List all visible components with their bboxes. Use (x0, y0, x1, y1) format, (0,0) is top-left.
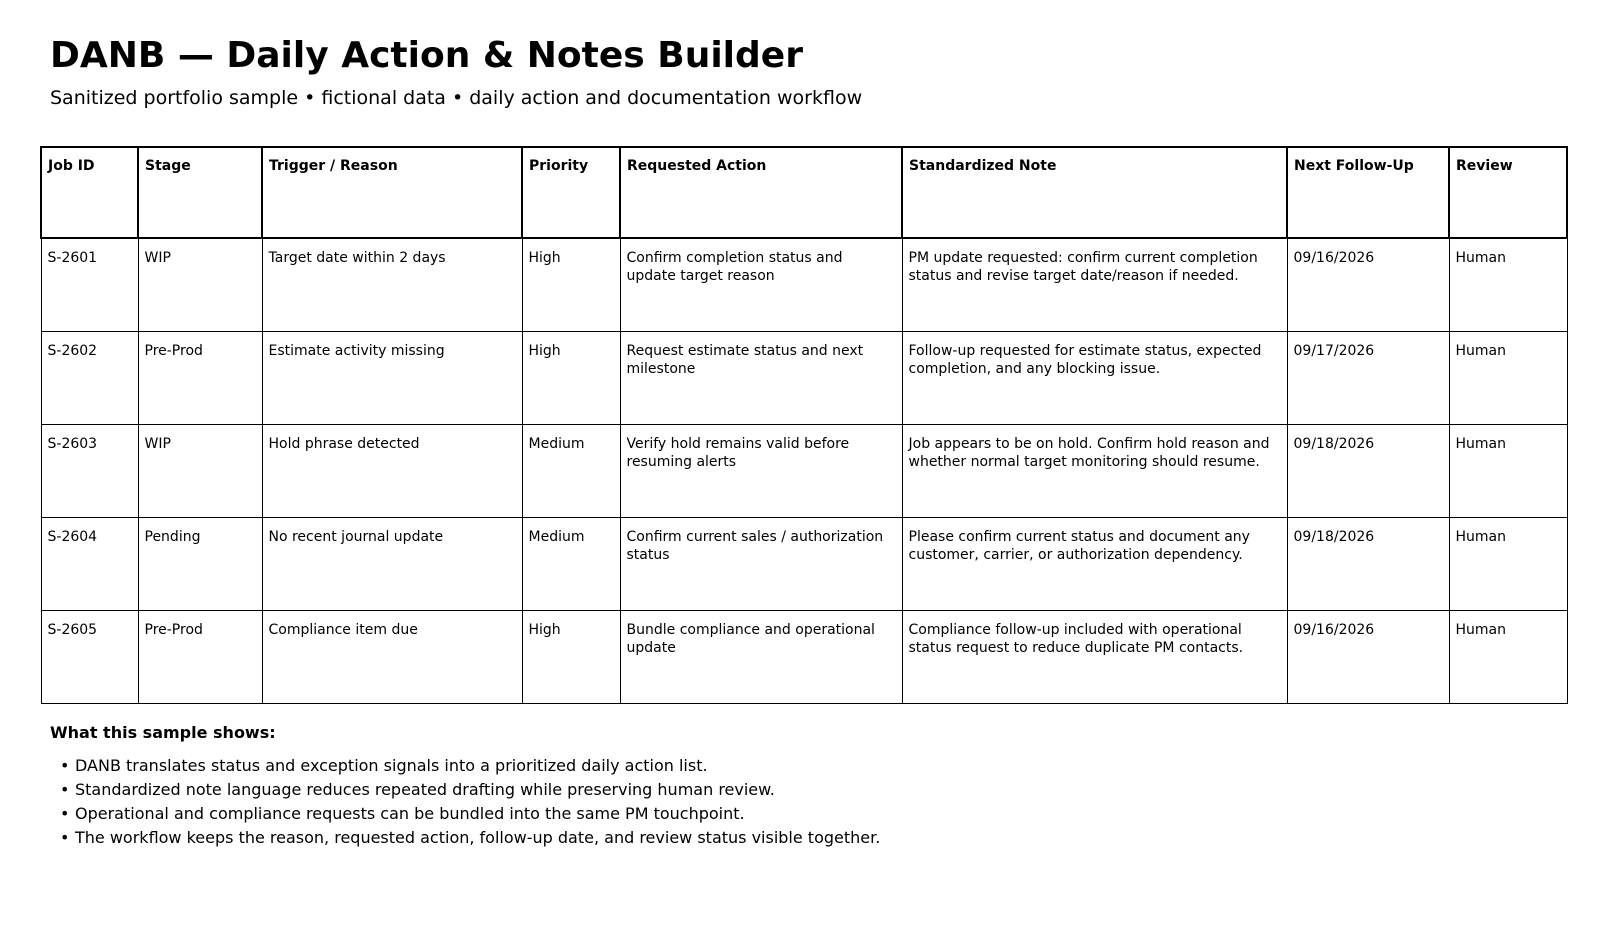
page-subtitle: Sanitized portfolio sample • fictional data • daily action and documentation workflow (50, 87, 863, 109)
cell-next-follow-up: 09/16/2026 (1287, 238, 1449, 332)
cell-stage: WIP (138, 238, 262, 332)
summary-item (60, 778, 880, 802)
cell-stage: Pre-Prod (138, 332, 262, 425)
column-header-requested-action: Requested Action (620, 147, 902, 238)
column-header-priority: Priority (522, 147, 620, 238)
cell-stage: WIP (138, 425, 262, 518)
daily-action-table (40, 146, 1568, 704)
cell-job-id: S-2604 (41, 518, 138, 611)
summary-item (60, 754, 880, 778)
table-row (41, 611, 1567, 704)
table-row (41, 238, 1567, 332)
cell-priority: Medium (522, 518, 620, 611)
summary-item-text: DANB translates status and exception signals into a prioritized daily action list. (75, 756, 708, 775)
cell-priority: High (522, 238, 620, 332)
bullet-icon: • (60, 756, 70, 775)
cell-trigger: Hold phrase detected (262, 425, 522, 518)
summary-item-text: The workflow keeps the reason, requested action, follow-up date, and review status visible together. (75, 828, 881, 847)
summary-heading: What this sample shows: (50, 723, 276, 742)
cell-review: Human (1449, 238, 1567, 332)
cell-next-follow-up: 09/18/2026 (1287, 518, 1449, 611)
cell-standardized-note: Follow-up requested for estimate status, expected completion, and any blocking issue. (902, 332, 1287, 425)
cell-review: Human (1449, 425, 1567, 518)
cell-review: Human (1449, 518, 1567, 611)
column-header-stage: Stage (138, 147, 262, 238)
bullet-icon: • (60, 828, 70, 847)
cell-standardized-note: Compliance follow-up included with operational status request to reduce duplicate PM contacts. (902, 611, 1287, 704)
cell-next-follow-up: 09/18/2026 (1287, 425, 1449, 518)
cell-priority: Medium (522, 425, 620, 518)
table-header-row (41, 147, 1567, 238)
cell-review: Human (1449, 332, 1567, 425)
cell-stage: Pending (138, 518, 262, 611)
bullet-icon: • (60, 804, 70, 823)
page-title: DANB — Daily Action & Notes Builder (50, 35, 803, 76)
cell-trigger: No recent journal update (262, 518, 522, 611)
cell-standardized-note: Please confirm current status and document any customer, carrier, or authorization dependency. (902, 518, 1287, 611)
summary-item (60, 826, 880, 850)
column-header-review: Review (1449, 147, 1567, 238)
cell-job-id: S-2603 (41, 425, 138, 518)
cell-requested-action: Confirm current sales / authorization status (620, 518, 902, 611)
cell-priority: High (522, 611, 620, 704)
cell-standardized-note: Job appears to be on hold. Confirm hold reason and whether normal target monitoring should resume. (902, 425, 1287, 518)
cell-next-follow-up: 09/16/2026 (1287, 611, 1449, 704)
summary-list (60, 754, 880, 850)
cell-stage: Pre-Prod (138, 611, 262, 704)
cell-requested-action: Request estimate status and next milestone (620, 332, 902, 425)
column-header-standardized-note: Standardized Note (902, 147, 1287, 238)
cell-job-id: S-2601 (41, 238, 138, 332)
cell-trigger: Compliance item due (262, 611, 522, 704)
cell-next-follow-up: 09/17/2026 (1287, 332, 1449, 425)
cell-requested-action: Verify hold remains valid before resuming alerts (620, 425, 902, 518)
cell-trigger: Estimate activity missing (262, 332, 522, 425)
table-row (41, 425, 1567, 518)
summary-item-text: Standardized note language reduces repeated drafting while preserving human review. (75, 780, 775, 799)
bullet-icon: • (60, 780, 70, 799)
cell-job-id: S-2602 (41, 332, 138, 425)
cell-trigger: Target date within 2 days (262, 238, 522, 332)
cell-priority: High (522, 332, 620, 425)
cell-job-id: S-2605 (41, 611, 138, 704)
cell-requested-action: Bundle compliance and operational update (620, 611, 902, 704)
column-header-job-id: Job ID (41, 147, 138, 238)
summary-item (60, 802, 880, 826)
cell-review: Human (1449, 611, 1567, 704)
column-header-trigger-reason: Trigger / Reason (262, 147, 522, 238)
cell-standardized-note: PM update requested: confirm current completion status and revise target date/reason if needed. (902, 238, 1287, 332)
summary-item-text: Operational and compliance requests can be bundled into the same PM touchpoint. (75, 804, 745, 823)
table-row (41, 518, 1567, 611)
table-row (41, 332, 1567, 425)
column-header-next-follow-up: Next Follow-Up (1287, 147, 1449, 238)
cell-requested-action: Confirm completion status and update target reason (620, 238, 902, 332)
